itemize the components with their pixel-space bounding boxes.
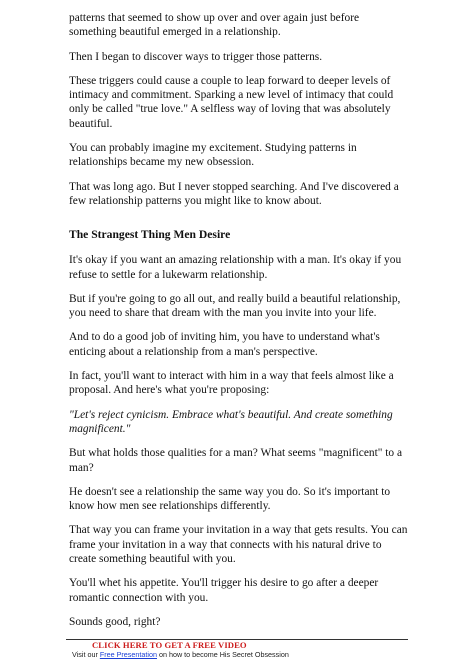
paragraph: You can probably imagine my excitement. Studying patterns in relationships became my new obsession. [69, 142, 357, 169]
paragraph: But if you're going to go all out, and really build a beautiful relationship, you need to share that dream with the man you invite into your life. [69, 292, 401, 320]
paragraph: And to do a good job of inviting him, you have to understand what's enticing about a relationship from a man's perspective. [69, 331, 380, 358]
quote-paragraph: "Let's reject cynicism. Embrace what's beautiful. And create something magnificent." [69, 408, 393, 435]
paragraph: That way you can frame your invitation in a way that gets results. You can frame your invitation in a way that connects with his natural drive to create something beautiful with you. [69, 524, 408, 566]
footer-divider [66, 639, 408, 640]
paragraph: These triggers could cause a couple to leap forward to deeper levels of intimacy and commitment. Sparking a new level of intimacy that could only be called "true love." A selfless way of loving that was absolutely beautiful. [69, 74, 394, 130]
article-body [69, 11, 409, 653]
paragraph: You'll whet his appetite. You'll trigger his desire to go after a deeper romantic connection with you. [69, 577, 379, 604]
paragraph: It's okay if you want an amazing relationship with a man. It's okay if you refuse to settle for a lukewarm relationship. [69, 254, 402, 281]
footer-prefix: Visit our [72, 650, 100, 659]
free-presentation-link[interactable]: Free Presentation [99, 650, 157, 659]
footer-text [72, 650, 289, 659]
section-heading: The Strangest Thing Men Desire [69, 228, 231, 242]
paragraph: That was long ago. But I never stopped searching. And I've discovered a few relationship patterns you might like to know about. [69, 180, 399, 207]
paragraph: patterns that seemed to show up over and over again just before something beautiful emerged in a relationship. [69, 12, 360, 39]
paragraph: He doesn't see a relationship the same way you do. So it's important to know how men see relationships differently. [69, 485, 391, 513]
paragraph: But what holds those qualities for a man? What seems "magnificent" to a man? [69, 447, 403, 474]
free-video-link[interactable]: CLICK HERE TO GET A FREE VIDEO [92, 640, 247, 651]
paragraph: Then I began to discover ways to trigger those patterns. [69, 50, 323, 63]
paragraph: Sounds good, right? [69, 615, 161, 628]
paragraph: In fact, you'll want to interact with him in a way that feels almost like a proposal. And here's what you're proposing: [69, 370, 394, 397]
footer-suffix: on how to become His Secret Obsession [156, 650, 289, 659]
